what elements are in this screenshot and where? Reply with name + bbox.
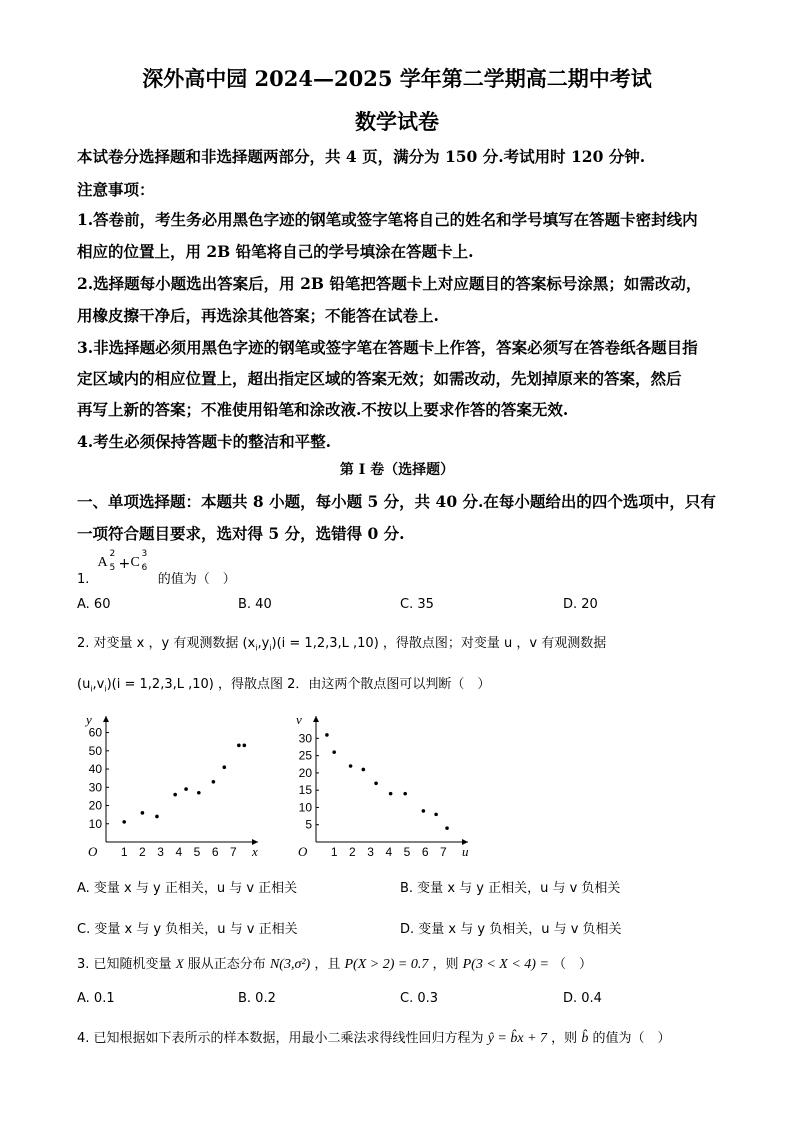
x-axis-label: x — [252, 844, 258, 859]
note-line: 2.选择题每小题选出答案后，用 2B 铅笔把答题卡上对应题目的答案标号涂黑；如需改动， — [77, 274, 702, 293]
note-line: 定区域内的相应位置上，超出指定区域的答案无效；如需改动，先划掉原来的答案，然后 — [77, 369, 682, 388]
data-point — [403, 792, 407, 796]
y-tick-label: 50 — [88, 743, 102, 758]
option-c: C. 变量 x 与 y 负相关，u 与 v 正相关 — [77, 922, 298, 937]
data-point — [332, 750, 336, 754]
question-number: 1. — [77, 572, 90, 587]
data-point — [243, 744, 247, 748]
x-tick-label: 7 — [440, 845, 447, 859]
origin-label: O — [298, 844, 308, 859]
q1-expression: A 2 5 + C 3 6 — [97, 549, 148, 573]
scatter-plot-1 — [80, 708, 270, 863]
y-tick-label: 20 — [298, 765, 312, 780]
option-a: A. 变量 x 与 y 正相关，u 与 v 正相关 — [77, 881, 298, 896]
data-point — [389, 792, 393, 796]
option-a: A. 0.1 — [77, 991, 115, 1006]
data-point — [422, 809, 426, 813]
question-4: 4. 已知根据如下表所示的样本数据，用最小二乘法求得线性回归方程为 ŷ = b̂x + 7 ，则 b̂ 的值为（ ） — [77, 1031, 671, 1046]
data-point — [212, 780, 216, 784]
x-tick-label: 4 — [175, 845, 183, 859]
x-tick-label: 6 — [211, 845, 219, 859]
option-d: D. 变量 x 与 y 负相关，u 与 v 负相关 — [400, 922, 622, 937]
x-tick-label: 3 — [157, 845, 164, 859]
x-tick-label: 5 — [403, 845, 411, 859]
y-tick-label: 5 — [305, 817, 312, 832]
question-1: 1. A 2 5 + C 3 6 的值为（ ） — [77, 549, 236, 587]
note-line: 相应的位置上，用 2B 铅笔将自己的学号填涂在答题卡上. — [77, 242, 474, 261]
question-3: 3. 已知随机变量 X 服从正态分布 N(3,σ²) ，且 P(X > 2) = 0.7 ，则 P(3 < X < 4) = （ ） — [77, 956, 593, 972]
data-point — [197, 791, 201, 795]
option-d: D. 20 — [563, 597, 598, 612]
data-point — [325, 733, 329, 737]
part1-instruction: 一项符合题目要求，选对得 5 分，选错得 0 分. — [77, 524, 405, 543]
note-line: 1.答卷前，考生务必用黑色字迹的钢笔或签字笔将自己的姓名和学号填写在答题卡密封线内 — [77, 210, 698, 229]
x-tick-label: 3 — [367, 845, 374, 859]
option-b: B. 变量 x 与 y 正相关，u 与 v 负相关 — [400, 881, 621, 896]
question-2-line-1: 2. 对变量 x ，y 有观测数据 $(x_i,y_i)(i = 1,2,3,L$ ,10) ，得散点图；对变量 u ，v 有观测数据 — [77, 636, 607, 653]
data-point — [237, 744, 241, 748]
data-point — [141, 811, 145, 815]
option-b: B. 40 — [238, 597, 272, 612]
data-point — [155, 815, 159, 819]
x-tick-label: 1 — [120, 845, 128, 859]
y-tick-label: 30 — [298, 731, 312, 746]
data-point — [223, 765, 227, 769]
x-tick-label: 6 — [421, 845, 429, 859]
scatter-plot-2 — [290, 708, 480, 863]
option-c: C. 35 — [400, 597, 434, 612]
part1-heading: 第 I 卷（选择题） — [339, 462, 455, 478]
x-axis-label: u — [462, 844, 469, 859]
option-b: B. 0.2 — [238, 991, 276, 1006]
data-point — [445, 826, 449, 830]
exam-intro: 本试卷分选择题和非选择题两部分，共 4 页，满分为 150 分.考试用时 120 分钟. — [77, 147, 646, 166]
x-tick-label: 5 — [193, 845, 201, 859]
data-point — [349, 764, 353, 768]
x-tick-label: 2 — [139, 845, 146, 859]
y-tick-label: 40 — [88, 762, 102, 777]
data-point — [173, 793, 177, 797]
data-point — [184, 787, 188, 791]
x-tick-label: 4 — [385, 845, 393, 859]
data-point — [122, 820, 126, 824]
x-tick-label: 1 — [330, 845, 338, 859]
y-tick-label: 10 — [298, 800, 312, 815]
y-tick-label: 10 — [88, 816, 102, 831]
option-c: C. 0.3 — [400, 991, 439, 1006]
x-tick-label: 7 — [230, 845, 237, 859]
y-tick-label: 15 — [298, 783, 312, 798]
part1-instruction: 一、单项选择题：本题共 8 小题，每小题 5 分，共 40 分.在每小题给出的四个选项中，只有 — [77, 492, 716, 511]
y-axis-label: y — [86, 712, 92, 727]
data-point — [374, 781, 378, 785]
x-tick-label: 2 — [349, 845, 356, 859]
note-line: 4.考生必须保持答题卡的整洁和平整. — [77, 432, 332, 451]
option-d: D. 0.4 — [563, 991, 602, 1006]
y-tick-label: 60 — [88, 725, 102, 740]
y-axis-label: v — [296, 712, 302, 727]
y-tick-label: 20 — [88, 798, 102, 813]
data-point — [434, 813, 438, 817]
note-line: 再写上新的答案；不准使用铅笔和涂改液.不按以上要求作答的答案无效. — [77, 400, 569, 419]
y-axis-arrow — [103, 716, 109, 722]
origin-label: O — [88, 844, 98, 859]
exam-title: 深外高中园 2024—2025 学年第二学期高二期中考试 — [142, 66, 652, 91]
note-line: 3.非选择题必须用黑色字迹的钢笔或签字笔在答题卡上作答，答案必须写在答卷纸各题目指 — [77, 338, 698, 357]
y-tick-label: 25 — [298, 748, 312, 763]
data-point — [362, 768, 366, 772]
y-tick-label: 30 — [88, 780, 102, 795]
question-2-line-2: $(u_i,v_i)(i = 1,2,3,L$ ,10) ，得散点图 2．由这两个散点图可以判断（ ） — [77, 677, 491, 694]
notes-heading: 注意事项： — [77, 180, 155, 199]
y-axis-arrow — [313, 716, 319, 722]
exam-subject: 数学试卷 — [355, 109, 439, 134]
note-line: 用橡皮擦干净后，再选涂其他答案；不能答在试卷上. — [77, 306, 439, 325]
option-a: A. 60 — [77, 597, 111, 612]
